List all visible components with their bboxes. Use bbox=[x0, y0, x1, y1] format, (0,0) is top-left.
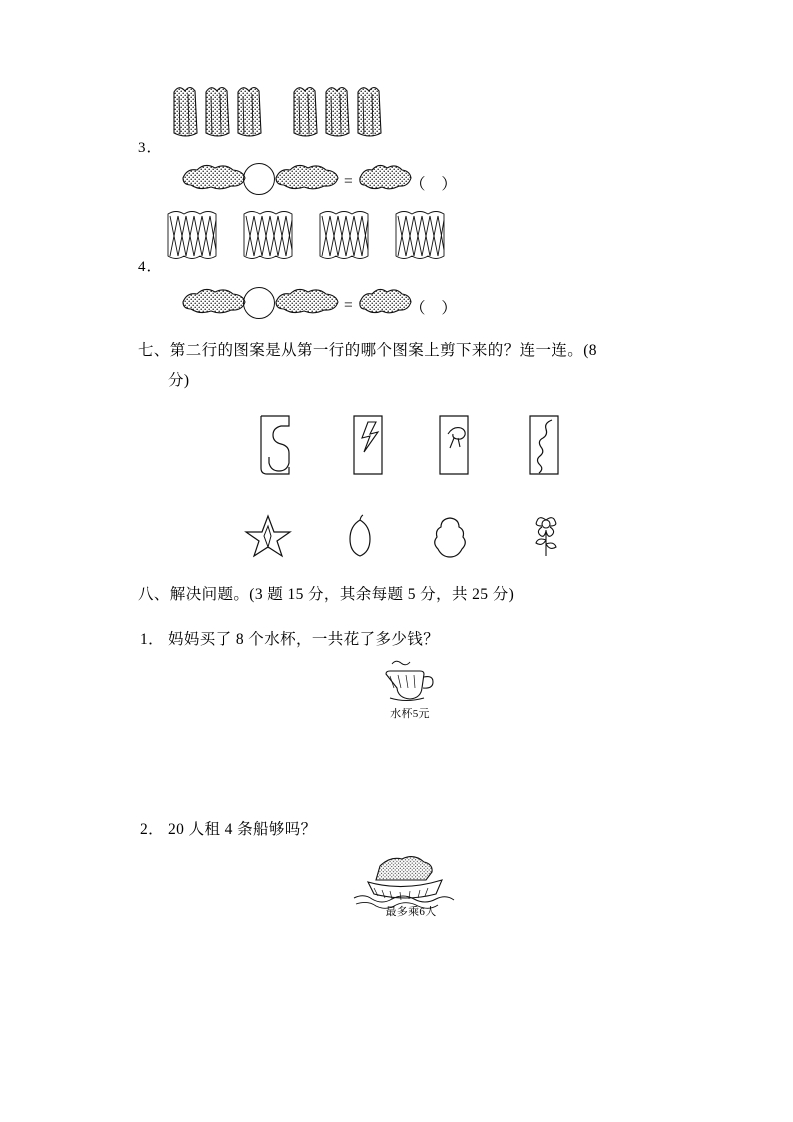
item-4-answer-paren: （ ） bbox=[410, 300, 463, 317]
item-4-equals: = bbox=[344, 297, 353, 314]
section-7-heading-line1: 七、第二行的图案是从第一行的哪个图案上剪下来的？连一连。(8 bbox=[138, 342, 597, 359]
cut-shape-1 bbox=[255, 412, 297, 478]
star-shape bbox=[244, 514, 292, 558]
section-8-heading: 八、解决问题。(3 题 15 分，其余每题 5 分，共 25 分) bbox=[138, 586, 515, 603]
boat-caption: 最多乘6人 bbox=[385, 906, 437, 918]
teacup-caption: 水杯5元 bbox=[390, 708, 430, 720]
item-4-result-blob bbox=[357, 288, 413, 314]
egg-shape bbox=[342, 514, 378, 560]
item-3-answer-paren: （ ） bbox=[410, 176, 463, 193]
item-3-top-groups bbox=[168, 82, 378, 144]
item-4-left-blob bbox=[180, 288, 248, 314]
item-3-operator-circle bbox=[243, 163, 275, 195]
item-4-right-blob bbox=[273, 288, 341, 314]
item-4-top-groups bbox=[165, 208, 455, 264]
item-3-right-blob bbox=[273, 164, 341, 190]
item-3-left-blob bbox=[180, 164, 248, 190]
problem-1-number: 1． bbox=[140, 631, 165, 648]
cut-shape-4 bbox=[524, 412, 564, 478]
item-3-equals: = bbox=[344, 173, 353, 190]
cloud-shape bbox=[430, 514, 470, 560]
problem-2-number: 2． bbox=[140, 821, 165, 838]
cut-shape-2 bbox=[348, 412, 388, 478]
item-4-operator-circle bbox=[243, 287, 275, 319]
item-3-number: 3． bbox=[138, 140, 163, 156]
teacup-icon bbox=[378, 658, 442, 706]
problem-2-text: 20 人租 4 条船够吗？ bbox=[168, 821, 317, 838]
item-4-number: 4． bbox=[138, 259, 163, 275]
section-7-heading-line2: 分) bbox=[168, 372, 190, 389]
cut-shape-3 bbox=[434, 412, 474, 478]
item-3-result-blob bbox=[357, 164, 413, 190]
flower-shape bbox=[524, 514, 568, 560]
problem-1-text: 妈妈买了 8 个水杯，一共花了多少钱？ bbox=[168, 631, 440, 648]
